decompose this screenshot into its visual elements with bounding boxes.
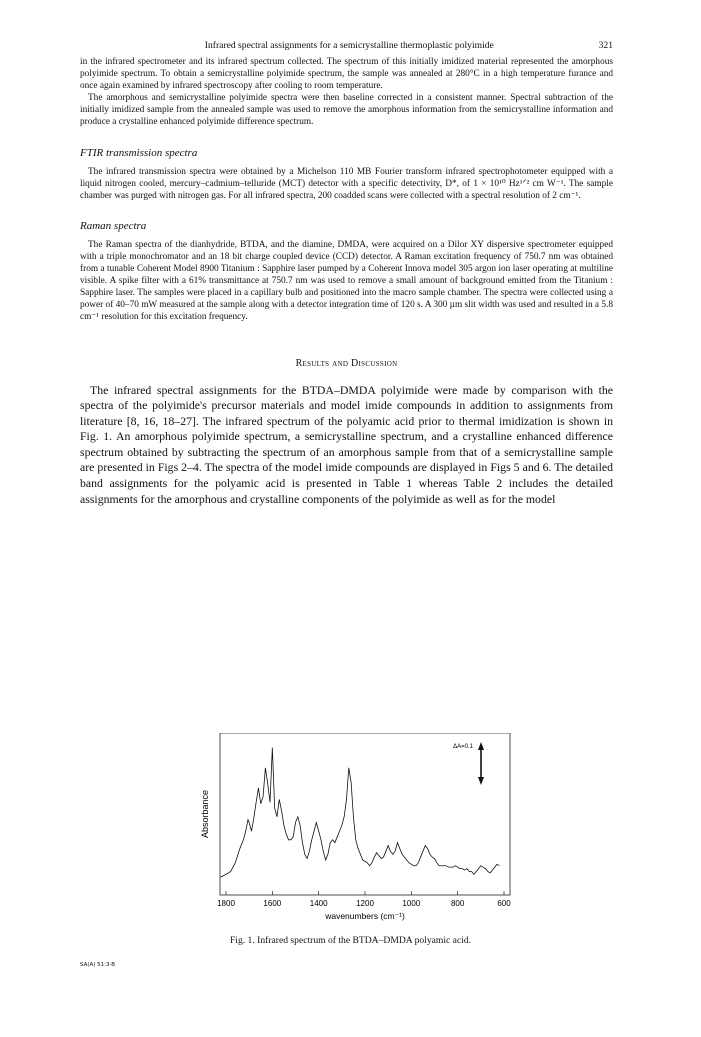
ir-spectrum-chart: [198, 733, 514, 923]
ftir-paragraph: The infrared transmission spectra were obtained by a Michelson 110 MB Fourier transform infrared spectrophotometer equipped with a liquid nitrogen cooled, mercury–cadmium–telluride (MCT) detector with a specific detectivity, D*, of 1 × 10¹⁰ Hz¹ᐟ² cm W⁻¹. The sample chamber was purged with nitrogen gas. For all infrared spectra, 200 coadded scans were collected with a spectral resolution of 2 cm⁻¹.: [80, 166, 613, 201]
raman-heading: Raman spectra: [80, 219, 147, 232]
scale-arrow-down-icon: [478, 777, 484, 785]
paragraph-1: in the infrared spectrometer and its infrared spectrum collected. The spectrum of this initially imidized material represented the amorphous polyimide spectrum. To obtain a semicrystalline polyimide spectrum, the sample was annealed at 280°C in a high temperature furance and once again examined by infrared spectroscopy after cooling to room temperature.: [80, 57, 613, 92]
figure-caption: Fig. 1. Infrared spectrum of the BTDA–DMDA polyamic acid.: [229, 935, 472, 946]
plot-frame: [220, 733, 510, 895]
x-tick-label: 1600: [263, 899, 282, 908]
scale-bar: [453, 742, 484, 785]
spectrum-line: [221, 748, 500, 878]
x-tick-label: 1800: [217, 899, 235, 908]
running-title: Infrared spectral assignments for a semicrystalline thermoplastic polyimide: [204, 40, 494, 51]
results-heading: Results and Discussion: [295, 357, 398, 369]
x-tick-label: 1400: [309, 899, 328, 908]
running-header: [80, 40, 613, 51]
x-tick-label: 600: [497, 899, 511, 908]
paragraph-2: The amorphous and semicrystalline polyimide spectra were then baseline corrected in a consistent manner. Spectral subtraction of the initially imidized sample from the annealed sample was used to remove the amorphous information from the semicrystalline information and produce a crystalline enhanced polyimide difference spectrum.: [80, 93, 613, 128]
x-axis-label: wavenumbers (cm⁻¹): [325, 911, 405, 921]
raman-paragraph: The Raman spectra of the dianhydride, BTDA, and the diamine, DMDA, were acquired on a Dilor XY dispersive spectrometer equipped with a triple monochromator and an 18 bit charge coupled device (CCD) detector. A Raman excitation frequency of 750.7 nm was obtained from a tunable Coherent Model 8900 Titanium : Sapphire laser pumped by a Coherent Innova model 305 argon ion laser operating at multiline visible. A spike filter with a 61% transmittance at 750.7 nm was used to remove a small amount of background emitted from the Titanium : Sapphire laser. The samples were placed in a capillary bulb and positioned into the macro sample chamber. The spectra were collected using a power of 40–70 mW measured at the sample along with a detector integration time of 120 s. A 300 µm slit width was used and resulted in a 5.8 cm⁻¹ resolution for this excitation frequency.: [80, 239, 613, 323]
scale-label: ΔA=0.1: [453, 744, 473, 750]
x-tick-label: 1200: [356, 899, 374, 908]
page-body: [80, 40, 613, 507]
x-tick-label: 1000: [402, 899, 421, 908]
scale-arrow-up-icon: [478, 742, 484, 750]
results-paragraph: The infrared spectral assignments for the BTDA–DMDA polyimide were made by comparison with the spectra of the polyimide's precursor materials and model imide compounds in addition to assignments from literature [8, 16, 18–27]. The infrared spectrum of the polyamic acid prior to thermal imidization is shown in Fig. 1. An amorphous polyimide spectrum, a semicrystalline spectrum, and a crystalline enhanced difference spectrum obtained by subtracting the spectrum of an amorphous sample from that of a semicrystalline sample are presented in Figs 2–4. The spectra of the model imide compounds are displayed in Figs 5 and 6. The detailed band assignments for the polyamic acid is presented in Table 1 whereas Table 2 includes the detailed assignments for the amorphous and crystalline components of the polyimide as well as for the model: [80, 382, 613, 506]
footer-code: SA(A) 51:3-B: [80, 962, 116, 968]
y-axis-label: Absorbance: [200, 789, 210, 839]
x-tick-label: 800: [450, 899, 465, 908]
figure-1: [198, 733, 514, 923]
page-number: 321: [598, 40, 613, 51]
ftir-heading: FTIR transmission spectra: [80, 146, 198, 159]
